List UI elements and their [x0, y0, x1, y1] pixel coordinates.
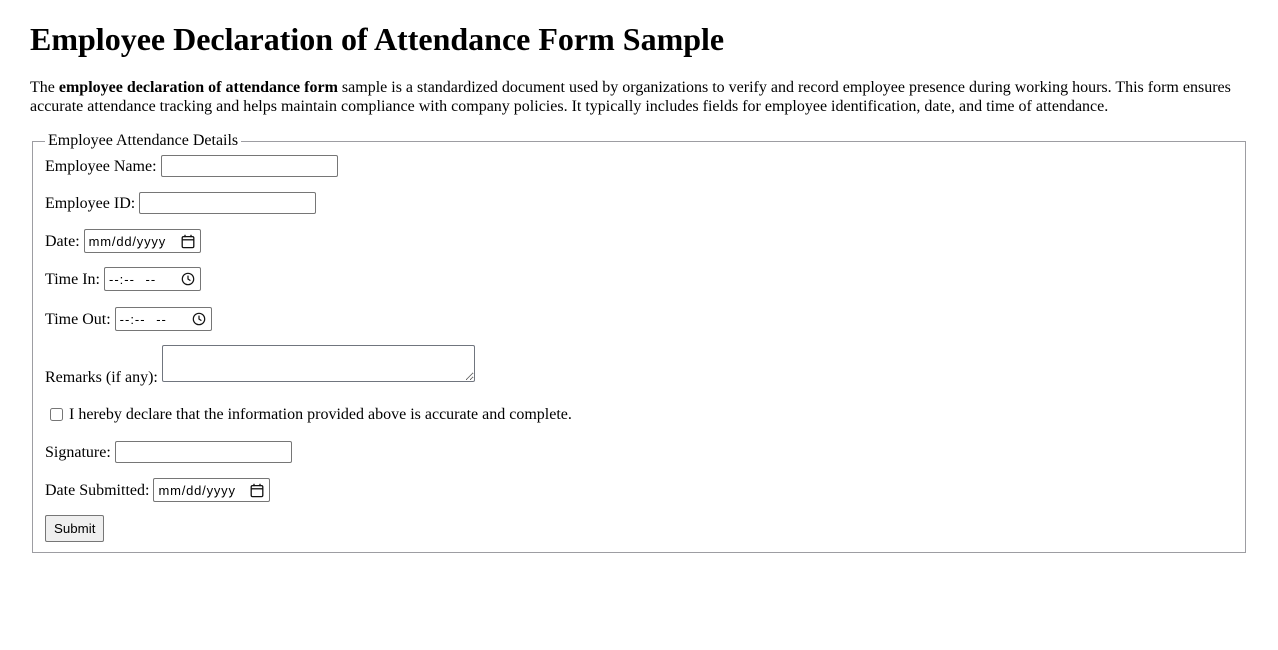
signature-row	[45, 441, 1233, 463]
fieldset-legend: Employee Attendance Details	[48, 132, 239, 150]
date-submitted-row	[45, 478, 1233, 502]
date-placeholder: mm/dd/yyyy	[88, 233, 166, 249]
employee-name-label: Employee Name:	[45, 157, 157, 175]
intro-paragraph	[30, 79, 1248, 116]
signature-input[interactable]	[115, 441, 292, 463]
time-out-placeholder: --:-- --	[119, 311, 167, 327]
declaration-checkbox[interactable]	[50, 408, 63, 421]
clock-icon[interactable]	[192, 312, 206, 326]
attendance-form	[30, 132, 1248, 553]
employee-id-label: Employee ID:	[45, 194, 136, 212]
clock-icon[interactable]	[181, 272, 195, 286]
date-row	[45, 229, 1233, 253]
declaration-label: I hereby declare that the information provided above is accurate and complete.	[69, 406, 572, 424]
declaration-row	[45, 405, 1233, 424]
intro-text-prefix: The	[30, 79, 59, 96]
date-submitted-label: Date Submitted:	[45, 481, 150, 499]
attendance-fieldset	[32, 132, 1246, 553]
intro-text-bold: employee declaration of attendance form	[58, 79, 338, 96]
employee-name-row	[45, 155, 1233, 177]
time-in-label: Time In:	[45, 270, 100, 288]
date-submitted-placeholder: mm/dd/yyyy	[158, 482, 236, 498]
remarks-row	[45, 345, 1233, 387]
remarks-label: Remarks (if any):	[45, 369, 158, 387]
time-in-input[interactable]	[104, 267, 201, 291]
remarks-textarea[interactable]	[162, 345, 475, 382]
submit-row	[45, 515, 1233, 542]
date-label: Date:	[45, 232, 80, 250]
employee-id-input[interactable]	[139, 192, 316, 214]
submit-button[interactable]: Submit	[45, 515, 104, 542]
time-in-row	[45, 267, 1233, 291]
date-submitted-input[interactable]	[153, 478, 270, 502]
calendar-icon[interactable]	[250, 483, 264, 498]
employee-name-input[interactable]	[161, 155, 338, 177]
time-out-input[interactable]	[115, 307, 212, 331]
employee-id-row	[45, 192, 1233, 214]
signature-label: Signature:	[45, 443, 111, 461]
date-input[interactable]	[84, 229, 201, 253]
time-out-label: Time Out:	[45, 310, 111, 328]
intro-text-rest: sample is a standardized document used by organizations to verify and record employee presence during working hours. This form ensures accurate attendance tracking and helps maintain compliance with company policies. It typically includes fields for employee identification, date, and time of attendance.	[30, 79, 1231, 115]
calendar-icon[interactable]	[181, 234, 195, 249]
time-in-placeholder: --:-- --	[108, 271, 157, 287]
page-title: Employee Declaration of Attendance Form Sample	[30, 21, 725, 57]
time-out-row	[45, 307, 1233, 331]
